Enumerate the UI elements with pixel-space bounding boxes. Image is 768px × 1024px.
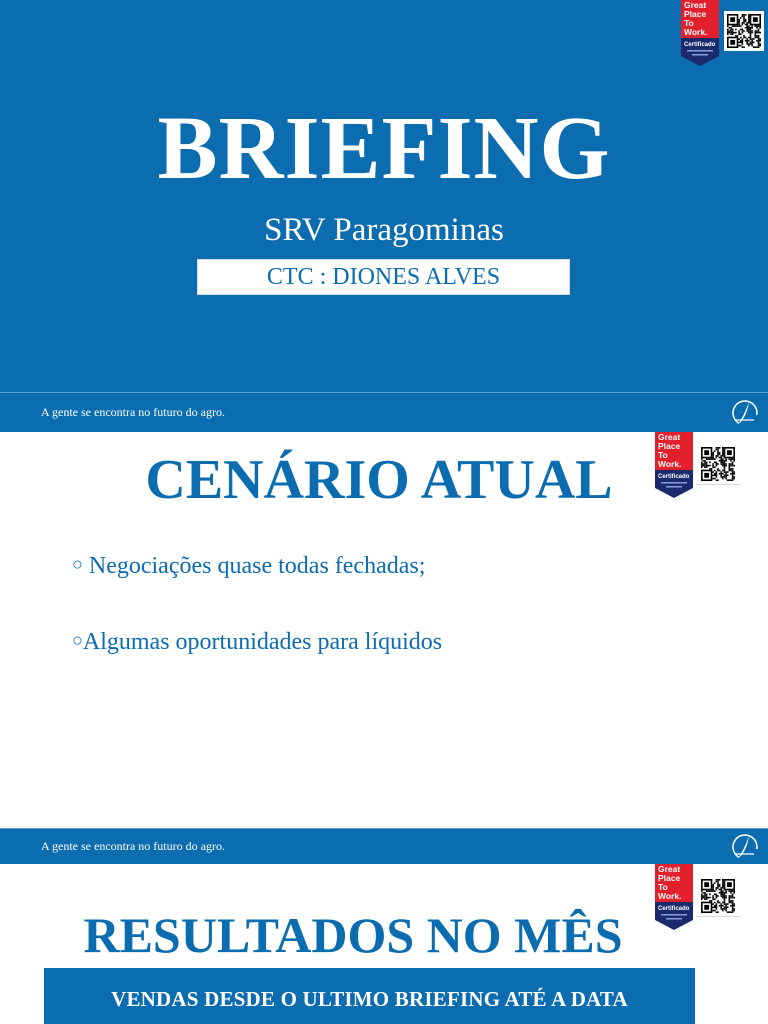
badge-line: Place bbox=[658, 441, 681, 451]
badge-line: Great bbox=[658, 432, 681, 442]
qr-code-icon bbox=[698, 876, 738, 916]
great-place-to-work-badge bbox=[655, 432, 693, 498]
slide-title: CENÁRIO ATUAL bbox=[145, 449, 613, 511]
slide-cenario-atual bbox=[0, 432, 768, 864]
sales-banner: VENDAS DESDE O ULTIMO BRIEFING ATÉ A DATA bbox=[44, 968, 695, 1024]
bullet-item bbox=[72, 552, 425, 581]
bullet-text: Algumas oportunidades para líquidos bbox=[82, 629, 443, 655]
brand-logo-icon bbox=[730, 832, 760, 862]
footer-bar bbox=[0, 828, 768, 864]
bullet-item bbox=[72, 628, 442, 657]
badge-line: Great bbox=[658, 864, 681, 874]
badge-line: To bbox=[658, 450, 668, 460]
divider bbox=[696, 916, 740, 917]
badge-certified: Certificado bbox=[684, 42, 716, 48]
divider bbox=[696, 484, 740, 485]
badge-line: To bbox=[684, 18, 694, 28]
ctc-name-box: CTC : DIONES ALVES bbox=[197, 259, 570, 295]
badge-line: Work. bbox=[684, 27, 708, 37]
bullet-circle-icon: ○ bbox=[72, 554, 83, 574]
badge-line: Work. bbox=[658, 459, 682, 469]
footer-tagline: A gente se encontra no futuro do agro. bbox=[41, 839, 225, 853]
badge-line: To bbox=[658, 882, 668, 892]
qr-code-icon bbox=[698, 444, 738, 484]
badge-line: Great bbox=[684, 0, 707, 10]
slide-briefing-cover bbox=[0, 0, 768, 432]
bullet-circle-icon: ○ bbox=[72, 630, 83, 650]
great-place-to-work-badge bbox=[655, 864, 693, 930]
qr-code-icon bbox=[724, 11, 764, 51]
footer-bar bbox=[0, 392, 768, 432]
footer-tagline: A gente se encontra no futuro do agro. bbox=[41, 405, 225, 419]
badge-certified: Certificado bbox=[658, 474, 690, 480]
bullet-text: Negociações quase todas fechadas; bbox=[88, 553, 426, 579]
badge-line: Work. bbox=[658, 891, 682, 901]
slide-resultados bbox=[0, 864, 768, 1024]
badge-line: Place bbox=[684, 9, 707, 19]
brand-logo-icon bbox=[730, 398, 760, 428]
slide-title: BRIEFING bbox=[157, 99, 611, 198]
badge-line: Place bbox=[658, 873, 681, 883]
great-place-to-work-badge bbox=[681, 0, 719, 66]
slide-title: RESULTADOS NO MÊS bbox=[83, 907, 623, 963]
slide-subtitle: SRV Paragominas bbox=[264, 212, 504, 248]
badge-certified: Certificado bbox=[658, 906, 690, 912]
